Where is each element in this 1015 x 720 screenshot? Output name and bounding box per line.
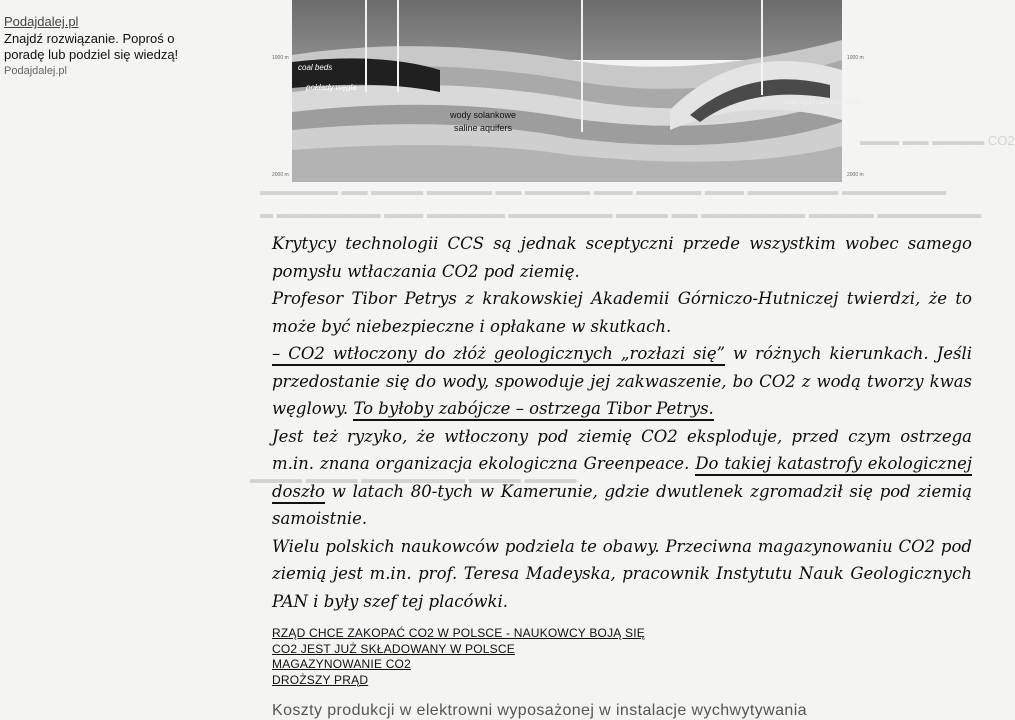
cut-off-heading: Koszty produkcji w elektrowni wyposażonej w instalacje wychwytywania xyxy=(272,702,807,719)
ad-title-link[interactable]: Podajdalej.pl xyxy=(4,14,79,29)
depth-1000-left: 1000 m xyxy=(272,55,289,61)
related-link-1[interactable]: RZĄD CHCE ZAKOPAĆ CO2 W POLSCE - NAUKOWCY BOJĄ SIĘ xyxy=(272,626,645,640)
oil-gas-label: złoża ropy i gazu naturalnego xyxy=(784,100,863,106)
underlined-quote: – CO2 wtłoczony do złóż geologicznych „rozłazi się” xyxy=(272,344,725,366)
related-link-2[interactable]: CO2 JEST JUŻ SKŁADOWANY W POLSCE xyxy=(272,641,515,656)
article-body xyxy=(272,230,972,615)
related-links xyxy=(272,626,645,688)
paragraph-professor: Profesor Tibor Petrys z krakowskiej Akademii Górniczo-Hutniczej twierdzi, że to może być niebezpieczne i opłakane w skutkach. xyxy=(272,289,972,336)
bleed-through-text: ▬▬▬▬▬▬ ▬▬ ▬▬▬▬ ▬▬▬▬▬ ▬▬ ▬▬▬▬▬ ▬▬▬ ▬▬▬▬▬ ▬▬▬ ▬▬▬▬▬▬▬ ▬▬▬▬▬▬▬▬ xyxy=(260,183,947,198)
ad-body-text: Znajdź rozwiązanie. Poproś o poradę lub podziel się wiedzą! xyxy=(4,31,179,62)
depth-2000-left: 2000 m xyxy=(272,172,289,178)
ad-source-text: Podajdalej.pl xyxy=(4,65,67,77)
saline-pl-label: wody solankowe xyxy=(450,110,517,120)
underlined-warning: To byłoby zabójcze – ostrzega Tibor Petrys. xyxy=(353,399,713,421)
bleed-through-text: ▬▬▬▬ ▬▬▬▬ ▬▬▬▬▬▬▬▬ ▬▬▬▬ ▬▬▬▬ xyxy=(250,471,577,486)
paragraph-text: w różnych kierunkach. Jeśli przedostanie się do wody, spowoduje jej zakwaszenie, bo CO2 z wodą tworzy kwas węglowy. xyxy=(272,344,972,418)
paragraph-scientists: Wielu polskich naukowców podziela te obawy. Przeciwna magazynowaniu CO2 pod ziemią jest m.in. prof. Teresa Madeyska, pracownik Instytutu Nauk Geologicznych PAN i były szef tej placówki. xyxy=(272,536,972,611)
depth-1000-right: 1000 m xyxy=(847,55,864,61)
coal-beds-pl-label: pokłady węgla xyxy=(306,83,357,92)
paragraph-co2-spreads xyxy=(272,340,972,423)
related-link-3[interactable]: MAGAZYNOWANIE CO2 xyxy=(272,657,411,671)
saline-en-label: saline aquifers xyxy=(454,123,513,133)
depth-2000-right: 2000 m xyxy=(847,172,864,178)
bleed-through-text: ▬▬▬ ▬▬ ▬▬▬▬ CO2 xyxy=(860,133,1015,148)
sidebar-ad xyxy=(4,14,214,77)
coal-beds-label: coal beds xyxy=(298,63,333,72)
underlined-catastrophe: Do takiej katastrofy ekologicznej doszło xyxy=(272,454,972,504)
paragraph-critics: Krytycy technologii CCS są jednak sceptyczni przede wszystkim wobec samego pomysłu wtłaczania CO2 pod ziemię. xyxy=(272,234,972,281)
related-link-4[interactable]: DROŻSZY PRĄD xyxy=(272,672,369,687)
paragraph-explosion-risk xyxy=(272,423,972,533)
geology-diagram xyxy=(270,0,864,182)
paragraph-text: Jest też ryzyko, że wtłoczony pod ziemię CO2 eksploduje, przed czym ostrzega m.in. znana organizacja ekologiczna Greenpeace. xyxy=(272,426,972,473)
paragraph-text: w latach 80-tych w Kamerunie, gdzie dwutlenek zgromadził się pod ziemią samoistnie. xyxy=(272,481,972,528)
bleed-through-text: ▬ ▬▬▬▬▬▬▬▬ ▬▬▬ ▬▬▬▬▬▬ ▬▬▬▬▬▬▬▬ ▬▬▬▬ ▬▬ ▬▬▬▬▬▬▬▬ ▬▬▬▬▬ ▬▬▬▬▬▬▬▬ xyxy=(260,206,982,221)
